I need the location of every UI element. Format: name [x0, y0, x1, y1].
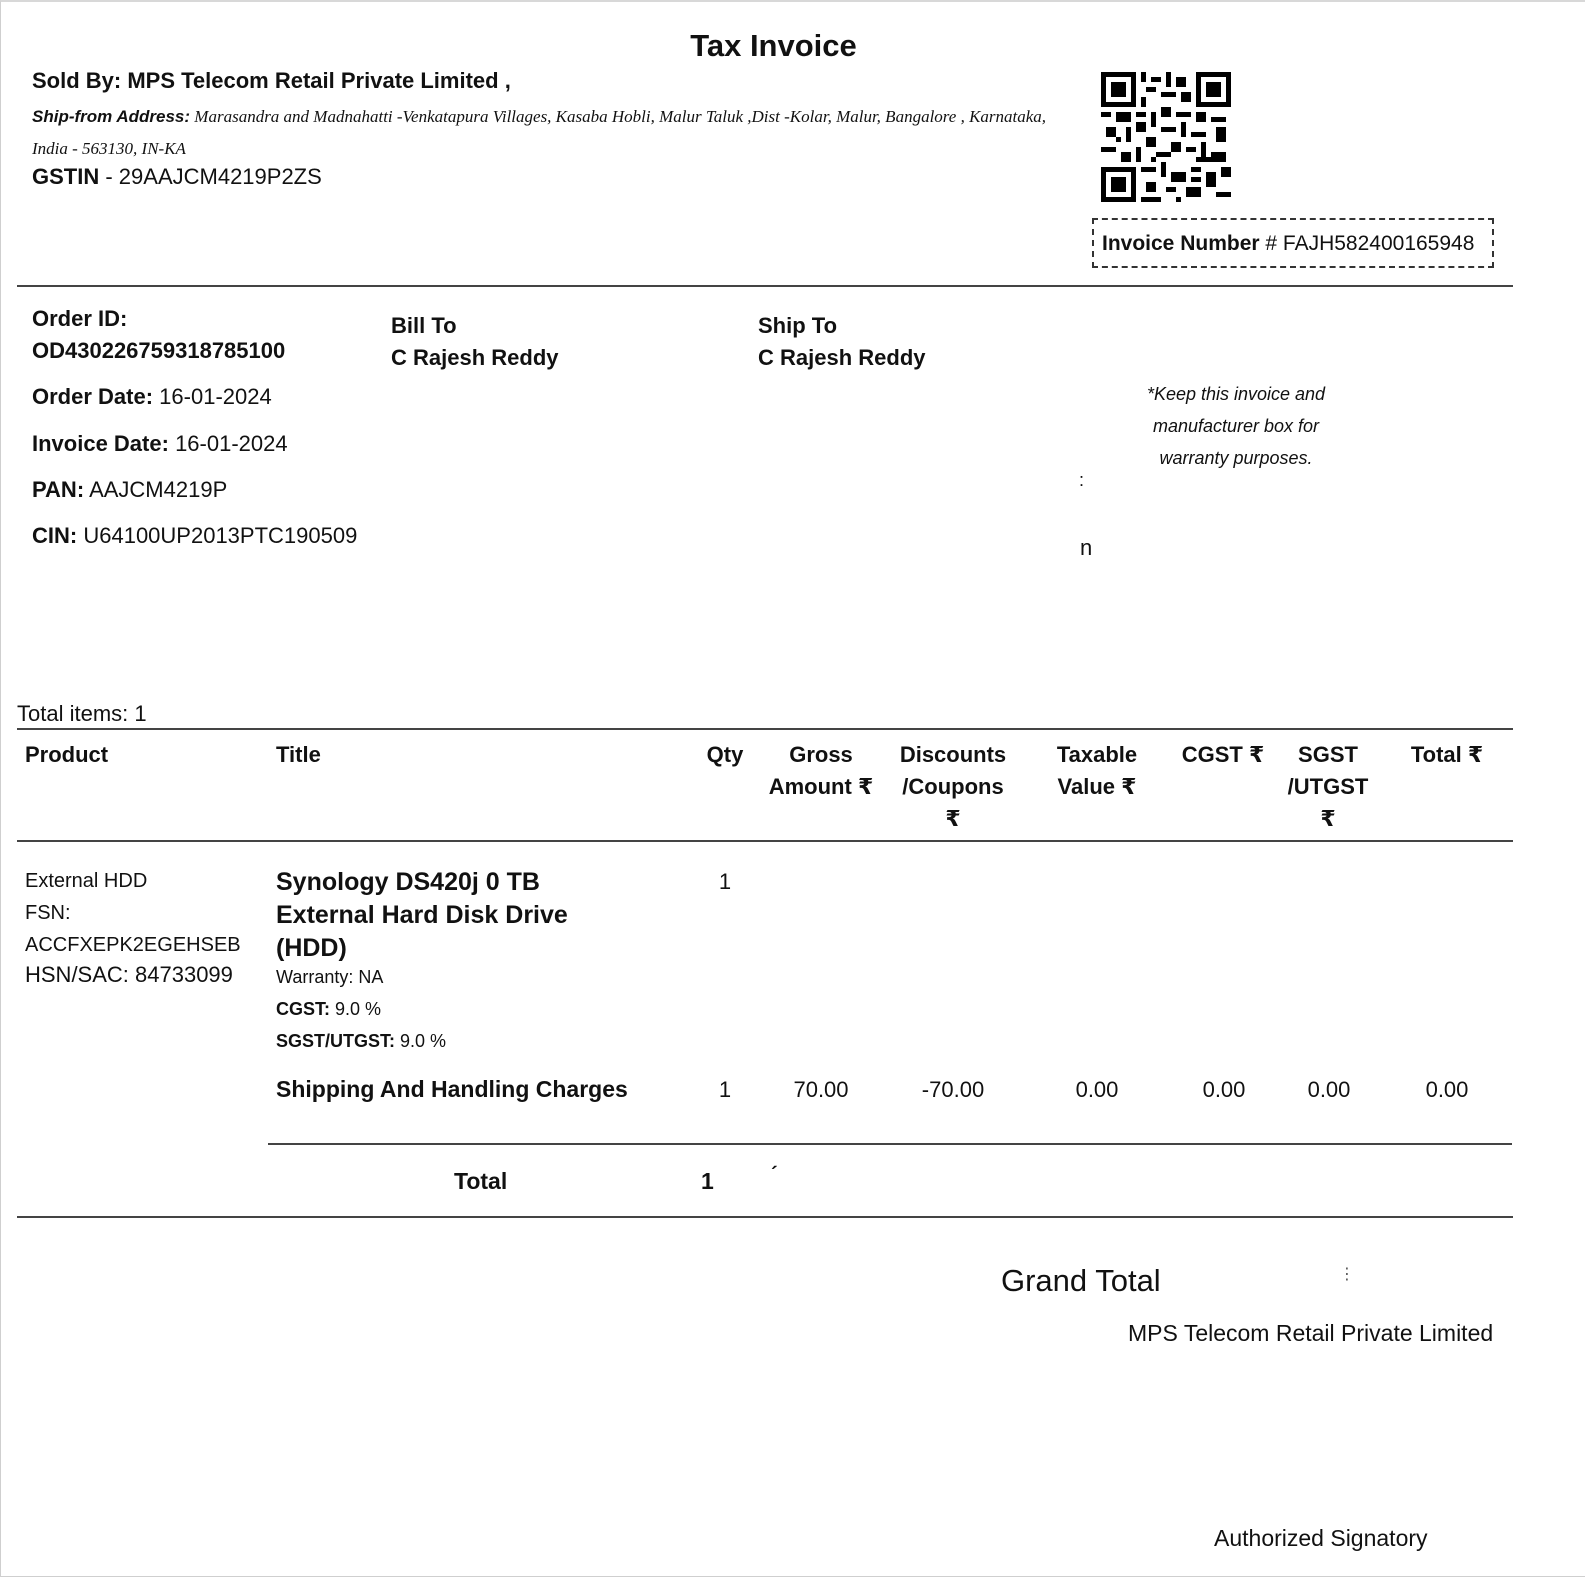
cin-value: U64100UP2013PTC190509: [83, 523, 358, 548]
col-product: Product: [25, 742, 109, 767]
col-title: Title: [276, 742, 321, 767]
divider: [17, 285, 1513, 287]
total-qty: 1: [701, 1168, 714, 1194]
cin: [32, 523, 357, 549]
order-date-value: 16-01-2024: [159, 384, 272, 409]
order-date: [32, 384, 272, 410]
warranty: Warranty: NA: [276, 967, 384, 987]
shipping-cgst: 0.00: [1202, 1077, 1246, 1102]
gstin-label: GSTIN: [32, 164, 100, 189]
ship-from-label: Ship-from Address:: [32, 107, 191, 126]
authorized-signatory: Authorized Signatory: [1214, 1525, 1428, 1551]
divider: [17, 840, 1513, 842]
item-qty: 1: [718, 869, 732, 894]
col-gross: Gross Amount ₹: [768, 742, 874, 799]
total-items: Total items: 1: [17, 701, 147, 726]
order-id-label: Order ID:: [32, 306, 128, 331]
page-title: Tax Invoice: [690, 28, 857, 63]
sgst-rate: [276, 1031, 446, 1052]
cgst-rate: [276, 999, 381, 1020]
divider: [268, 1143, 1512, 1145]
shipping-gross: 70.00: [793, 1077, 849, 1102]
sold-by: Sold By: MPS Telecom Retail Private Limited ,: [32, 68, 511, 93]
fsn-value: ACCFXEPK2EGEHSEB: [25, 934, 241, 956]
bill-to-label: Bill To: [391, 313, 457, 338]
divider: [17, 728, 1513, 730]
col-sgst: SGST /UTGST ₹: [1287, 742, 1369, 831]
invoice-number-label: Invoice Number: [1102, 232, 1260, 255]
shipping-discounts: -70.00: [921, 1077, 985, 1102]
invoice-date-label: Invoice Date:: [32, 431, 169, 456]
cin-label: CIN:: [32, 523, 78, 548]
col-cgst: CGST ₹: [1181, 742, 1265, 767]
shipping-taxable: 0.00: [1075, 1077, 1119, 1102]
sgst-rate-label: SGST/UTGST:: [276, 1031, 396, 1051]
invoice-number-value: # FAJH582400165948: [1265, 232, 1475, 255]
fsn-label: FSN:: [25, 902, 71, 924]
total-mark: ´: [771, 1164, 778, 1186]
gstin-value: - 29AAJCM4219P2ZS: [105, 164, 322, 189]
invoice-date: [32, 431, 288, 457]
col-total: Total ₹: [1410, 742, 1484, 767]
order-id: OD430226759318785100: [32, 338, 286, 363]
col-qty: Qty: [706, 742, 744, 767]
gstin: [32, 164, 322, 190]
divider: [17, 1216, 1513, 1218]
shipping-title: Shipping And Handling Charges: [276, 1076, 628, 1102]
stray-letter: n: [1080, 535, 1093, 560]
grand-total-label: Grand Total: [1001, 1263, 1161, 1298]
shipping-qty: 1: [718, 1077, 732, 1102]
signatory-company: MPS Telecom Retail Private Limited: [1128, 1320, 1494, 1346]
col-taxable: Taxable Value ₹: [1056, 742, 1138, 799]
product-category: External HDD: [25, 870, 148, 892]
cgst-rate-label: CGST:: [276, 999, 330, 1019]
ship-from-value: Marasandra and Madnahatti -Venkatapura Villages, Kasaba Hobli, Malur Taluk ,Dist -Kolar, Malur, Bangalore , Karnataka, India - 563130, IN-KA: [32, 107, 1047, 158]
ship-from-address: [32, 101, 1072, 165]
pan: [32, 477, 227, 503]
bill-to-name: C Rajesh Reddy: [391, 345, 559, 370]
ship-to-name: C Rajesh Reddy: [758, 345, 926, 370]
total-label: Total: [454, 1168, 508, 1194]
product-title: Synology DS420j 0 TB External Hard Disk Drive (HDD): [276, 868, 568, 962]
invoice-number-box: [1092, 218, 1494, 268]
ship-to-label: Ship To: [758, 313, 838, 338]
hsn-sac: HSN/SAC: 84733099: [25, 962, 233, 987]
pan-label: PAN:: [32, 477, 85, 502]
pan-value: AAJCM4219P: [89, 477, 228, 502]
col-discounts: Discounts /Coupons ₹: [899, 742, 1007, 831]
sgst-rate-value: 9.0 %: [400, 1031, 447, 1051]
cgst-rate-value: 9.0 %: [335, 999, 382, 1019]
shipping-sgst: 0.00: [1307, 1077, 1351, 1102]
warranty-note: *Keep this invoice and manufacturer box for warranty purposes.: [1146, 384, 1326, 468]
invoice-date-value: 16-01-2024: [175, 431, 288, 456]
grand-total-mark: ⋮: [1339, 1266, 1355, 1283]
shipping-total: 0.00: [1425, 1077, 1469, 1102]
order-date-label: Order Date:: [32, 384, 154, 409]
qr-code: [1101, 72, 1231, 202]
stray-mark: :: [1079, 470, 1085, 490]
